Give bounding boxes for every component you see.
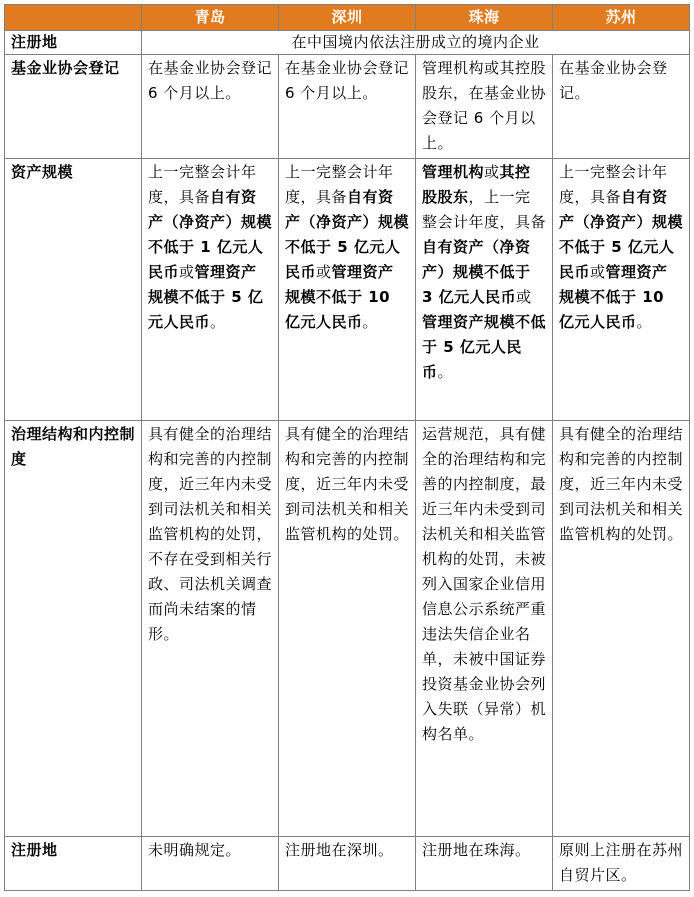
asset-zhuhai-or0: 或	[484, 163, 500, 181]
row-registration-place-2	[5, 837, 690, 891]
cell-regplace-shenzhen: 注册地在深圳。	[279, 837, 416, 891]
cell-regplace-qingdao: 未明确规定。	[142, 837, 279, 891]
row-asset-scale	[5, 159, 690, 421]
asset-suzhou-own: 自有资产（净资产）规模不低于 5 亿元人民币	[559, 188, 684, 281]
asset-zhuhai-shareholder: 其控股股东	[422, 163, 531, 206]
asset-shenzhen-pre: 上一完整会计年度，具备	[285, 163, 394, 206]
cell-asset-zhuhai	[416, 159, 553, 421]
cell-governance-zhuhai: 运营规范，具有健全的治理结构和完善的内控制度，最近三年内未受到司法机关和相关监管机构的处罚，未被列入国家企业信用信息公示系统严重违法失信企业名单，未被中国证券投资基金业协会列入失联（异常）机构名单。	[416, 421, 553, 837]
row-governance	[5, 421, 690, 837]
cell-amac-shenzhen: 在基金业协会登记 6 个月以上。	[279, 55, 416, 159]
asset-shenzhen-post: 。	[362, 313, 379, 331]
asset-zhuhai-institution: 管理机构	[422, 163, 485, 181]
merged-registration-requirement: 在中国境内依法注册成立的境内企业	[142, 31, 690, 55]
asset-zhuhai-pre: ，上一完整会计年度，具备	[422, 188, 547, 231]
asset-qingdao-pre: 上一完整会计年度，具备	[148, 163, 257, 206]
cell-governance-suzhou: 具有健全的治理结构和完善的内控制度，近三年内未受到司法机关和相关监管机构的处罚。	[553, 421, 690, 837]
cell-governance-qingdao: 具有健全的治理结构和完善的内控制度，近三年内未受到司法机关和相关监管机构的处罚，不存在受到相关行政、司法机关调查而尚未结案的情形。	[142, 421, 279, 837]
cell-amac-zhuhai: 管理机构或其控股股东，在基金业协会登记 6 个月以上。	[416, 55, 553, 159]
cell-regplace-suzhou: 原则上注册在苏州自贸片区。	[553, 837, 690, 891]
cell-governance-shenzhen: 具有健全的治理结构和完善的内控制度，近三年内未受到司法机关和相关监管机构的处罚。	[279, 421, 416, 837]
cell-asset-suzhou	[553, 159, 690, 421]
cell-regplace-zhuhai: 注册地在珠海。	[416, 837, 553, 891]
asset-qingdao-post: 。	[210, 313, 226, 331]
row-amac-registration	[5, 55, 690, 159]
row-label-amac-registration: 基金业协会登记	[5, 55, 142, 159]
cell-asset-qingdao	[142, 159, 279, 421]
asset-qingdao-own: 自有资产（净资产）规模不低于 1 亿元人民币	[148, 188, 273, 281]
row-label-registration-place: 注册地	[5, 31, 142, 55]
header-row	[5, 5, 690, 31]
asset-suzhou-pre: 上一完整会计年度，具备	[559, 163, 668, 206]
header-zhuhai: 珠海	[416, 5, 553, 31]
comparison-table	[4, 4, 690, 891]
row-registration-place	[5, 31, 690, 55]
cell-asset-shenzhen	[279, 159, 416, 421]
cell-amac-qingdao: 在基金业协会登记 6 个月以上。	[142, 55, 279, 159]
asset-suzhou-post: 。	[636, 313, 653, 331]
cell-amac-suzhou: 在基金业协会登记。	[553, 55, 690, 159]
header-qingdao: 青岛	[142, 5, 279, 31]
asset-shenzhen-or: 或	[316, 263, 332, 281]
header-blank-cell	[5, 5, 142, 31]
row-label-asset-scale: 资产规模	[5, 159, 142, 421]
asset-shenzhen-managed: 管理资产规模不低于 10 亿元人民币	[285, 263, 394, 331]
row-label-registration-place-2: 注册地	[5, 837, 142, 891]
header-suzhou: 苏州	[553, 5, 690, 31]
header-shenzhen: 深圳	[279, 5, 416, 31]
asset-qingdao-managed: 管理资产规模不低于 5 亿元人民币	[148, 263, 264, 331]
asset-zhuhai-post: 。	[437, 363, 454, 381]
asset-zhuhai-managed: 管理资产规模不低于 5 亿元人民币	[422, 313, 547, 381]
asset-zhuhai-or: 或	[516, 288, 532, 306]
asset-suzhou-managed: 管理资产规模不低于 10 亿元人民币	[559, 263, 668, 331]
asset-shenzhen-own: 自有资产（净资产）规模不低于 5 亿元人民币	[285, 188, 410, 281]
row-label-governance: 治理结构和内控制度	[5, 421, 142, 837]
asset-zhuhai-own: 自有资产（净资产）规模不低于 3 亿元人民币	[422, 238, 531, 306]
asset-suzhou-or: 或	[590, 263, 606, 281]
asset-qingdao-or: 或	[179, 263, 195, 281]
